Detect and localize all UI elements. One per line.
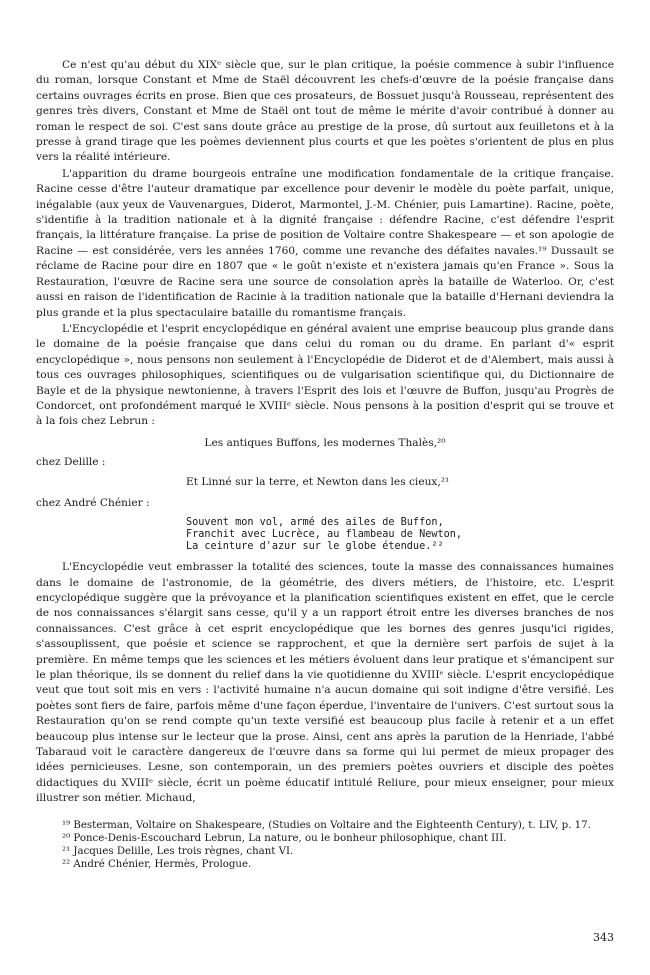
label-chenier: chez André Chénier :	[36, 496, 150, 509]
quote-chenier-line: La ceinture d'azur sur le globe étendue.²²	[186, 540, 444, 552]
footnotes	[36, 819, 614, 872]
paragraph-4: L'Encyclopédie veut embrasser la totalité des sciences, toute la masse des connaissances humaines dans le domaine de l'astronomie, de la géométrie, des divers métiers, de l'histoire, etc. L'esprit encyclopédique suggère que la prévoyance et la planification scientifiques existent en effet, que le cercle de nos connaissances s'élargit sans cesse, qu'il y a un rapport étroit entre les diverses branches de nos connaissances. C'est grâce à cet esprit encyclopédique que les bornes des genres jusqu'ici rigides, s'assouplissent, que poésie et science se rapprochent, et que la dernière sert parfois de sujet à la première. En même temps que les sciences et les métiers évoluent dans leur pratique et s'émancipent sur le plan théorique, ils se donnent du relief dans la vie quotidienne du XVIIIᵉ siècle. L'esprit encyclopédique veut que tout soit mis en vers : l'activité humaine n'a aucun domaine qui soit indigne d'être versifié. Les poètes sont fiers de faire, parfois même d'une façon éperdue, l'inventaire de l'univers. C'est surtout sous la Restauration qu'on se rend compte qu'un texte versifié est beaucoup plus facile à retenir et a un effet beaucoup plus intense sur le lecteur que la prose. Ainsi, cent ans après la parution de la Henriade, l'abbé Tabaraud voit le caractère dangereux de l'œuvre dans sa forme qui lui permet de mieux propager des idées pernicieuses. Lesne, son contemporain, un des premiers poètes ouvriers et disciple des poètes didactiques du XVIIIᵉ siècle, écrit un poème éducatif intitulé Reliure, pour mieux enseigner, pour mieux illustrer son métier. Michaud,	[36, 561, 614, 805]
page-number: 343	[593, 931, 614, 944]
quote-chenier	[36, 517, 614, 552]
paragraph-3: L'Encyclopédie et l'esprit encyclopédique en général avaient une emprise beaucoup plus grande dans le domaine de la poésie française que dans celui du roman ou du drame. En parlant d'« esprit encyclopédique », nous pensons non seulement à l'Encyclopédie de Diderot et de d'Alembert, mais aussi à tous ces ouvrages philosophiques, scientifiques ou de vulgarisation scientifique qui, du Dictionnaire de Bayle et de la physique newtonienne, à travers l'Esprit des lois et l'œuvre de Buffon, jusqu'au Progrès de Condorcet, ont profondément marqué le XVIIIᵉ siècle. Nous pensons à la position d'esprit qui se trouve et à la fois chez Lebrun :	[36, 322, 614, 428]
quote-chenier-line: Souvent mon vol, armé des ailes de Buffon,	[186, 517, 444, 529]
quote-lebrun: Les antiques Buffons, les modernes Thalès,²⁰	[204, 436, 446, 449]
label-delille: chez Delille :	[36, 456, 106, 469]
paragraph-2: L'apparition du drame bourgeois entraîne une modification fondamentale de la critique française. Racine cesse d'être l'auteur dramatique par excellence pour devenir le modèle du poète parfait, unique, inégalable (aux yeux de Vauvenargues, Diderot, Marmontel, J.-M. Chénier, puis Lamartine). Racine, poète, s'identifie à la tradition nationale et à la dignité française : défendre Racine, c'est défendre l'esprit français, la littérature française. La prise de position de Voltaire contre Shakespeare — et son apologie de Racine — est considérée, vers les années 1760, comme une revanche des défaites navales.¹⁹ Dussault se réclame de Racine pour dire en 1807 que « le goût n'existe et n'existera jamais qu'en France ». Sous la Restauration, l'œuvre de Racine sera une source de consolation après la bataille de Waterloo. Or, c'est aussi en raison de l'identification de Racinie à la tradition nationale que la bataille d'Hernani deviendra la plus grande et la plus spectaculaire bataille du romantisme français.	[36, 167, 614, 319]
footnote: ²⁰ Ponce-Denis-Escouchard Lebrun, La nature, ou le bonheur philosophique, chant III.	[62, 832, 507, 844]
paragraph-1: Ce n'est qu'au début du XIXᵉ siècle que, sur le plan critique, la poésie commence à subir l'influence du roman, lorsque Constant et Mme de Staël découvrent les chefs-d'œuvre de la poésie française dans certains ouvrages écrits en prose. Bien que ces prosateurs, de Bossuet jusqu'à Rousseau, représentent des genres très divers, Constant et Mme de Staël ont tout de même le mérite d'avoir contribué à donner au roman le respect de soi. C'est sans doute grâce au prestige de la prose, dû surtout aux feuilletons et à la presse à grand tirage que les poèmes deviennent plus courts et que les poètes s'orientent de plus en plus vers la réalité intérieure.	[36, 59, 614, 164]
footnote: ¹⁹ Besterman, Voltaire on Shakespeare, (Studies on Voltaire and the Eighteenth Century), t. LIV, p. 17.	[62, 819, 591, 831]
footnote: ²¹ Jacques Delille, Les trois règnes, chant VI.	[62, 846, 294, 858]
footnote: ²² André Chénier, Hermès, Prologue.	[62, 859, 252, 871]
quote-delille: Et Linné sur la terre, et Newton dans les cieux,²¹	[186, 475, 450, 488]
quote-chenier-line: Franchit avec Lucrèce, au flambeau de Newton,	[186, 528, 463, 540]
page-body	[36, 58, 614, 871]
